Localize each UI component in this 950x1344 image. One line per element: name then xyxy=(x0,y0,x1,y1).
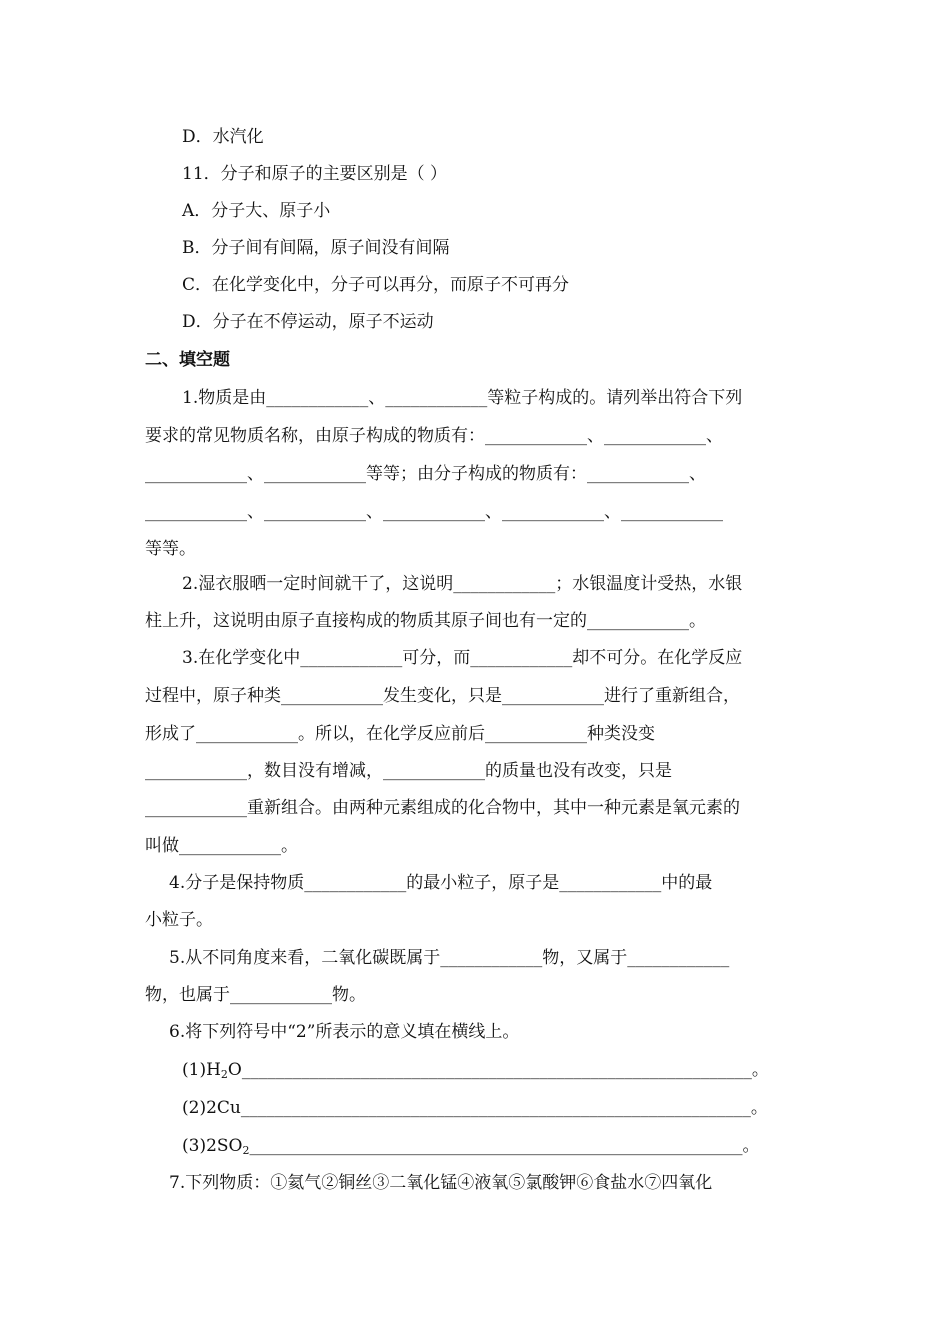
paragraph-line: ____________、____________、____________、____________、____________ xyxy=(145,502,723,522)
paragraph-line: 4.分子是保持物质____________的最小粒子，原子是____________中的最 xyxy=(169,873,713,893)
answer-blank: O____________________________________________________________。 xyxy=(227,1060,769,1080)
symbol-text: (1)H xyxy=(182,1060,221,1080)
paragraph-line: 过程中，原子种类____________发生变化，只是____________进行了重新组合， xyxy=(145,686,740,706)
subscript: 2 xyxy=(220,1068,228,1081)
option-a-q11: A．分子大、原子小 xyxy=(182,201,331,221)
symbol-text: (2)2Cu xyxy=(182,1098,241,1118)
symbol-line-h2o xyxy=(182,1059,769,1086)
answer-blank: ____________________________________________________________。 xyxy=(240,1098,768,1118)
paragraph-line: 7.下列物质：①氦气②铜丝③二氧化锰④液氧⑤氯酸钾⑥食盐水⑦四氧化 xyxy=(169,1173,713,1193)
paragraph-line: 要求的常见物质名称，由原子构成的物质有：____________、____________、 xyxy=(145,426,723,446)
symbol-line-2so2 xyxy=(182,1135,759,1162)
symbol-text: (3)2SO xyxy=(182,1136,243,1156)
symbol-line-2cu xyxy=(182,1097,768,1119)
subscript: 2 xyxy=(242,1144,250,1157)
paragraph-line: 叫做____________。 xyxy=(145,836,298,856)
paragraph-line: 6.将下列符号中“2”所表示的意义填在横线上。 xyxy=(169,1022,520,1042)
section-heading-fill-blank: 二、填空题 xyxy=(145,350,230,370)
paragraph-line: 形成了____________。所以，在化学反应前后____________种类没变 xyxy=(145,724,655,744)
paragraph-line: 柱上升，这说明由原子直接构成的物质其原子间也有一定的____________。 xyxy=(145,611,706,631)
paragraph-line: ____________重新组合。由两种元素组成的化合物中，其中一种元素是氧元素的 xyxy=(145,798,740,818)
paragraph-line: ____________，数目没有增减，____________的质量也没有改变，只是 xyxy=(145,761,672,781)
paragraph-line: 3.在化学变化中____________可分，而____________却不可分。在化学反应 xyxy=(182,648,743,668)
answer-blank: __________________________________________________________。 xyxy=(249,1136,760,1156)
paragraph-line: 2.湿衣服晒一定时间就干了，这说明____________；水银温度计受热，水银 xyxy=(182,574,743,594)
option-d-q11: D．分子在不停运动，原子不运动 xyxy=(182,312,434,332)
paragraph-line: 1.物质是由____________、____________等粒子构成的。请列举出符合下列 xyxy=(182,388,743,408)
paragraph-line: ____________、____________等等；由分子构成的物质有：____________、 xyxy=(145,464,706,484)
paragraph-line: 等等。 xyxy=(145,539,196,559)
paragraph-line: 5.从不同角度来看，二氧化碳既属于____________物，又属于____________ xyxy=(169,948,730,968)
option-c-q11: C．在化学变化中，分子可以再分，而原子不可再分 xyxy=(182,275,570,295)
question-11: 11．分子和原子的主要区别是（ ） xyxy=(182,164,448,184)
paragraph-line: 小粒子。 xyxy=(145,910,213,930)
option-b-q11: B．分子间有间隔，原子间没有间隔 xyxy=(182,238,450,258)
paragraph-line: 物，也属于____________物。 xyxy=(145,985,366,1005)
option-d-q10: D．水汽化 xyxy=(182,127,264,147)
